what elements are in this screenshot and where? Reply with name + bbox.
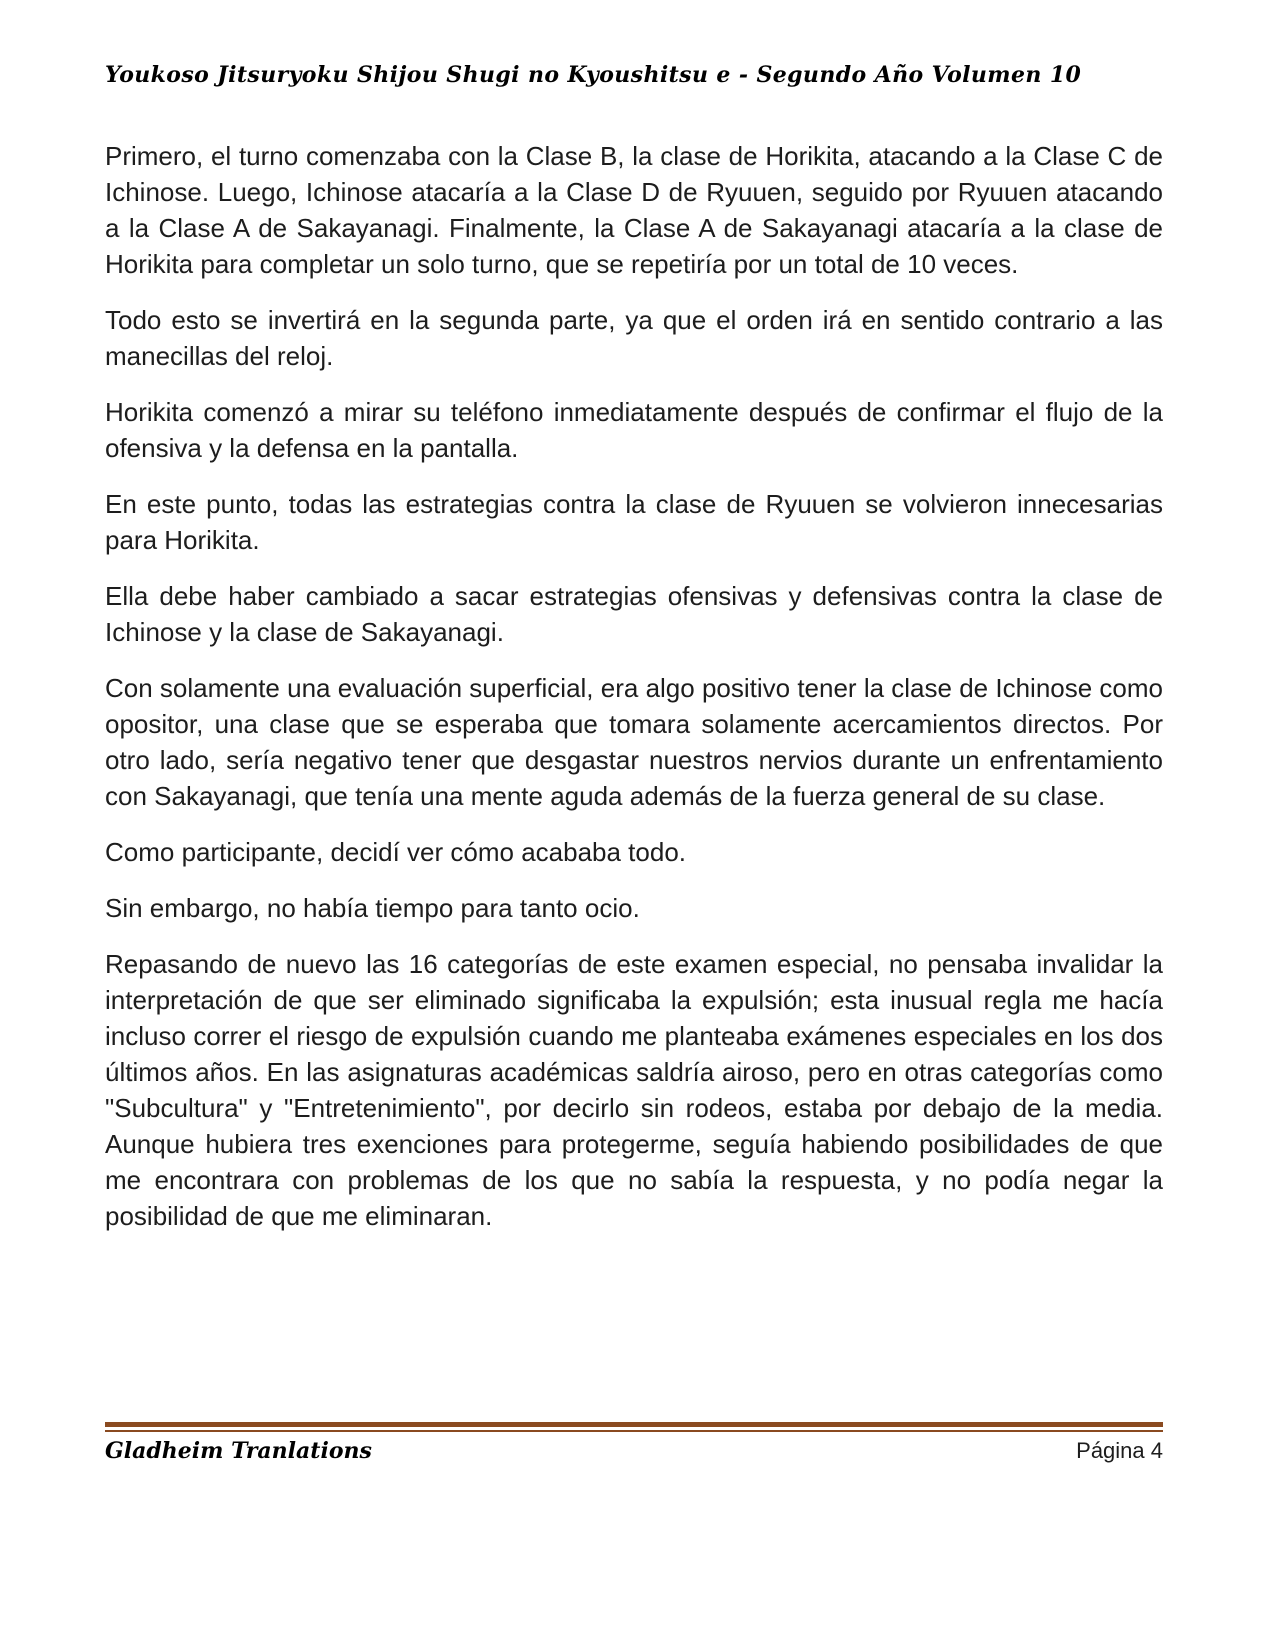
paragraph: Con solamente una evaluación superficial, era algo positivo tener la clase de Ichinose como opositor, una clase que se esperaba que tomara solamente acercamientos directos. Por otro lado, sería negativo tener que desgastar nuestros nervios durante un enfrentamiento con Sakayanagi, que tenía una mente aguda además de la fuerza general de su clase. xyxy=(105,673,1163,811)
footer-page-number: Página 4 xyxy=(1076,1438,1163,1463)
footer-translator-credit: Gladheim Tranlations xyxy=(105,1438,372,1464)
paragraph: Repasando de nuevo las 16 categorías de este examen especial, no pensaba invalidar la interpretación de que ser eliminado significaba la expulsión; esta inusual regla me hacía incluso correr el riesgo de expulsión cuando me planteaba exámenes especiales en los dos últimos años. En las asignaturas académicas saldría airoso, pero en otras categorías como "Subcultura" y "Entretenimiento", por decirlo sin rodeos, estaba por debajo de la media. Aunque hubiera tres exenciones para protegerme, seguía habiendo posibilidades de que me encontrara con problemas de los que no sabía la respuesta, y no podía negar la posibilidad de que me eliminaran. xyxy=(105,949,1163,1231)
paragraph: Todo esto se invertirá en la segunda parte, ya que el orden irá en sentido contrario a las manecillas del reloj. xyxy=(105,305,1163,371)
paragraph: En este punto, todas las estrategias contra la clase de Ryuuen se volvieron innecesarias para Horikita. xyxy=(105,489,1163,555)
document-body xyxy=(105,138,1163,1234)
footer-rule xyxy=(105,1422,1163,1432)
footer-row xyxy=(105,1438,1163,1464)
document-title: Youkoso Jitsuryoku Shijou Shugi no Kyoushitsu e - Segundo Año Volumen 10 xyxy=(105,62,1082,88)
paragraph: Como participante, decidí ver cómo acababa todo. xyxy=(105,837,687,867)
page-footer xyxy=(105,1422,1163,1464)
paragraph: Sin embargo, no había tiempo para tanto ocio. xyxy=(105,893,640,923)
page-header xyxy=(105,62,1163,88)
paragraph: Primero, el turno comenzaba con la Clase B, la clase de Horikita, atacando a la Clase C de Ichinose. Luego, Ichinose atacaría a la Clase D de Ryuuen, seguido por Ryuuen atacando a la Clase A de Sakayanagi. Finalmente, la Clase A de Sakayanagi atacaría a la clase de Horikita para completar un solo turno, que se repetiría por un total de 10 veces. xyxy=(105,141,1163,279)
paragraph: Horikita comenzó a mirar su teléfono inmediatamente después de confirmar el flujo de la ofensiva y la defensa en la pantalla. xyxy=(105,397,1163,463)
paragraph: Ella debe haber cambiado a sacar estrategias ofensivas y defensivas contra la clase de Ichinose y la clase de Sakayanagi. xyxy=(105,581,1163,647)
